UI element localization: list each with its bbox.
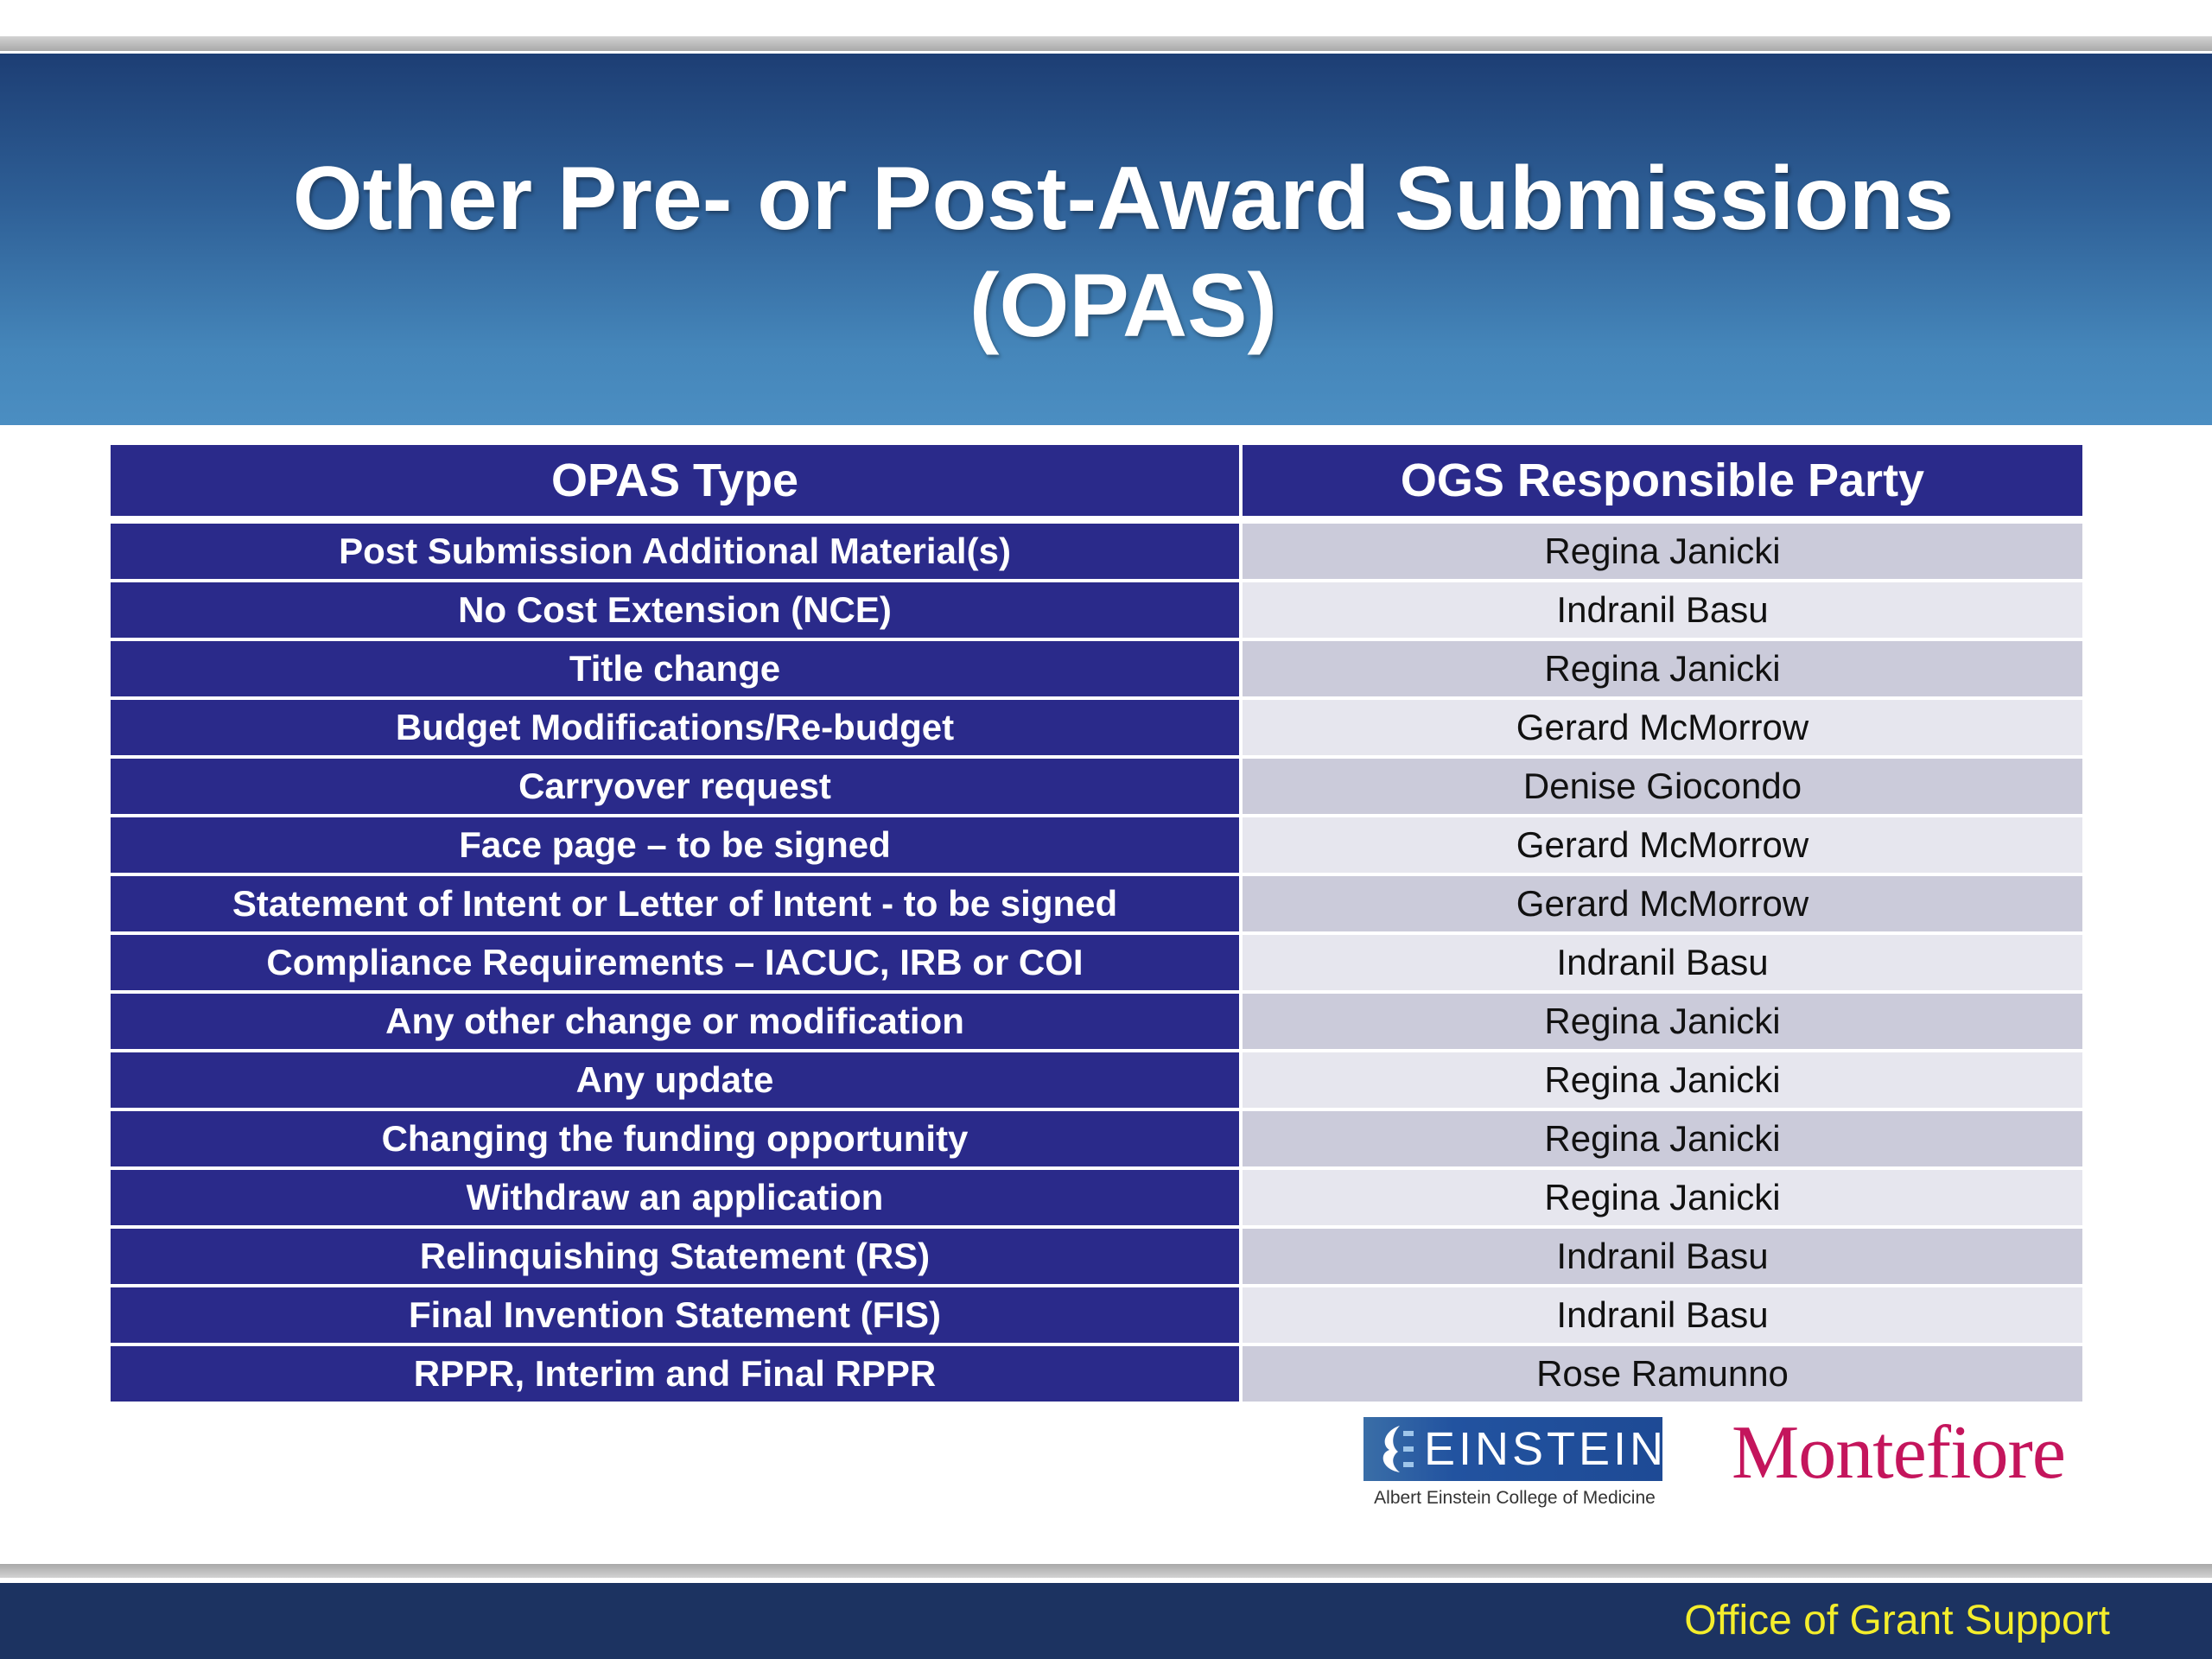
responsible-party-cell: Gerard McMorrow (1241, 816, 2084, 874)
responsible-party-cell: Regina Janicki (1241, 1168, 2084, 1227)
bottom-divider (0, 1564, 2212, 1578)
table-row (109, 1344, 2084, 1403)
table-row (109, 874, 2084, 933)
responsible-party-cell: Regina Janicki (1241, 1051, 2084, 1109)
responsible-party-cell: Denise Giocondo (1241, 757, 2084, 816)
opas-type-cell: Title change (109, 639, 1241, 698)
footer-office-label: Office of Grant Support (1684, 1598, 2110, 1643)
einstein-logo-box (1363, 1417, 1668, 1481)
einstein-emblem-icon (1369, 1422, 1417, 1476)
opas-type-cell: Relinquishing Statement (RS) (109, 1227, 1241, 1286)
table-row (109, 639, 2084, 698)
table-row (109, 581, 2084, 639)
opas-type-cell: Post Submission Additional Material(s) (109, 520, 1241, 582)
opas-type-cell: Withdraw an application (109, 1168, 1241, 1227)
opas-type-cell: Any other change or modification (109, 992, 1241, 1051)
responsible-party-cell: Indranil Basu (1241, 933, 2084, 992)
responsible-party-cell: Rose Ramunno (1241, 1344, 2084, 1403)
responsible-party-cell: Regina Janicki (1241, 639, 2084, 698)
responsible-party-cell: Regina Janicki (1241, 1109, 2084, 1168)
opas-type-cell: Compliance Requirements – IACUC, IRB or COI (109, 933, 1241, 992)
opas-type-cell: Any update (109, 1051, 1241, 1109)
table-row (109, 1051, 2084, 1109)
einstein-logo (1363, 1417, 1666, 1521)
table-row (109, 1227, 2084, 1286)
opas-type-cell: Budget Modifications/Re-budget (109, 698, 1241, 757)
top-divider (0, 36, 2212, 51)
responsible-party-cell: Indranil Basu (1241, 581, 2084, 639)
table-row (109, 1286, 2084, 1344)
footer-band (0, 1583, 2212, 1659)
table-row (109, 520, 2084, 582)
slide-title: Other Pre- or Post-Award Submissions (OPAS) (292, 149, 1955, 356)
column-header-opas-type: OPAS Type (109, 443, 1241, 520)
table-row (109, 1109, 2084, 1168)
responsible-party-cell: Indranil Basu (1241, 1227, 2084, 1286)
responsible-party-cell: Regina Janicki (1241, 992, 2084, 1051)
opas-table (107, 442, 2086, 1405)
opas-type-cell: Carryover request (109, 757, 1241, 816)
table-row (109, 816, 2084, 874)
einstein-subtitle: Albert Einstein College of Medicine (1374, 1488, 1656, 1508)
table-row (109, 757, 2084, 816)
table-header-row (109, 443, 2084, 520)
table-row (109, 1168, 2084, 1227)
table-row (109, 698, 2084, 757)
responsible-party-cell: Regina Janicki (1241, 520, 2084, 582)
responsible-party-cell: Gerard McMorrow (1241, 874, 2084, 933)
responsible-party-cell: Indranil Basu (1241, 1286, 2084, 1344)
table-row (109, 992, 2084, 1051)
responsible-party-cell: Gerard McMorrow (1241, 698, 2084, 757)
einstein-wordmark: EINSTEIN (1424, 1423, 1668, 1475)
opas-type-cell: Final Invention Statement (FIS) (109, 1286, 1241, 1344)
opas-type-cell: Changing the funding opportunity (109, 1109, 1241, 1168)
opas-type-cell: Statement of Intent or Letter of Intent - to be signed (109, 874, 1241, 933)
opas-type-cell: No Cost Extension (NCE) (109, 581, 1241, 639)
opas-type-cell: Face page – to be signed (109, 816, 1241, 874)
column-header-responsible-party: OGS Responsible Party (1241, 443, 2084, 520)
opas-type-cell: RPPR, Interim and Final RPPR (109, 1344, 1241, 1403)
montefiore-logo: Montefiore (1732, 1411, 2065, 1495)
table-row (109, 933, 2084, 992)
